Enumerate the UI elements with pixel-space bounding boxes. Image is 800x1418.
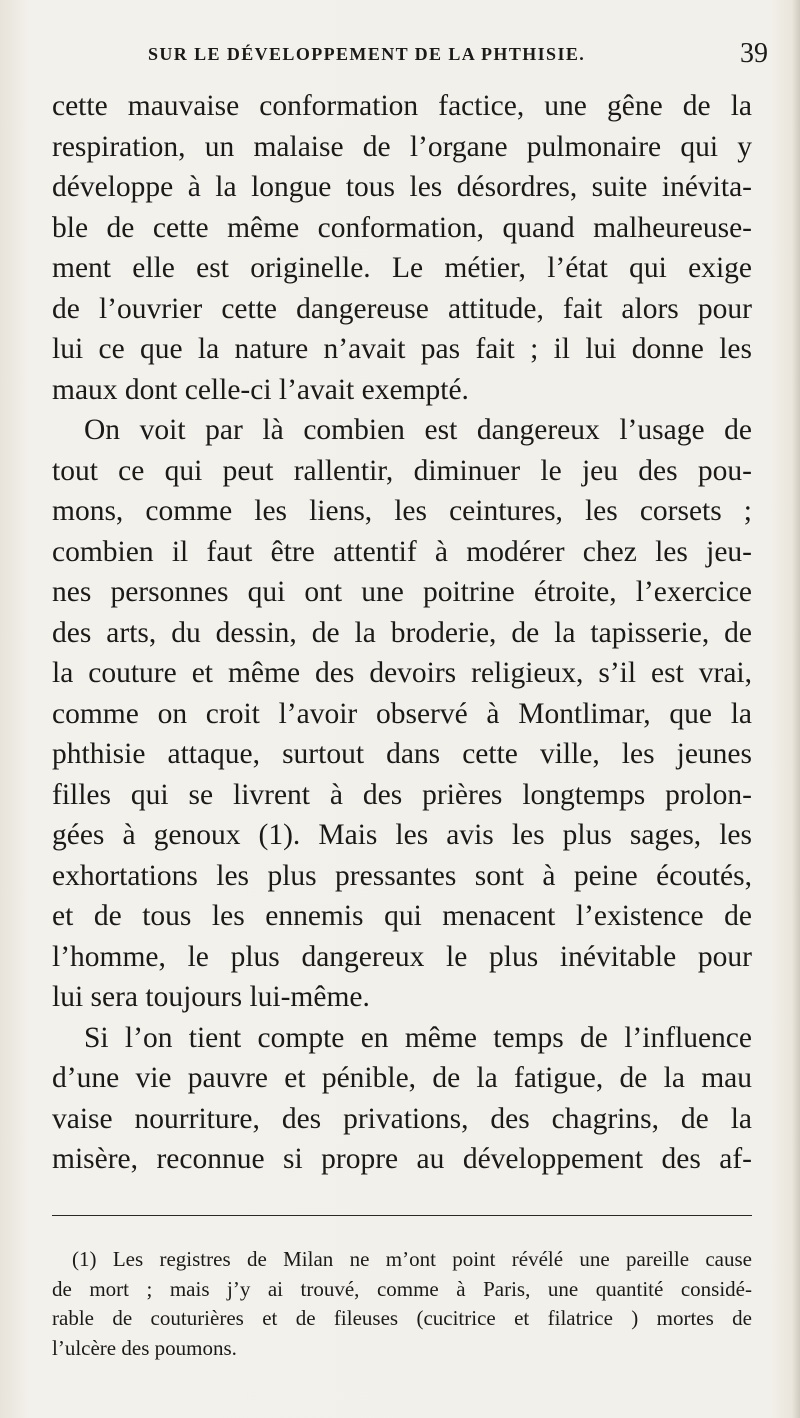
text-line: lui ce que la nature n’avait pas fait ; il lui donne les — [52, 333, 752, 365]
footnote-line: l’ulcère des poumons. — [52, 1335, 237, 1360]
text-line: ble de cette même conformation, quand malheureuse- — [52, 211, 752, 244]
text-line: cette mauvaise conformation factice, une gêne de la — [52, 90, 752, 122]
text-line: maux dont celle-ci l’avait exempté. — [52, 373, 469, 406]
text-line: tout ce qui peut rallentir, diminuer le jeu des pou- — [52, 454, 752, 487]
footnote-line: (1) Les registres de Milan ne m’ont point révélé une pareille cause — [72, 1247, 752, 1271]
text-line: gées à genoux (1). Mais les avis les plus sages, les — [52, 819, 752, 851]
footnote — [52, 1245, 752, 1363]
text-line: développe à la longue tous les désordres, suite inévita- — [52, 171, 752, 203]
text-line: exhortations les plus pressantes sont à peine écoutés, — [52, 859, 752, 892]
text-line: respiration, un malaise de l’organe pulmonaire qui y — [52, 130, 752, 163]
text-line: phthisie attaque, surtout dans cette ville, les jeunes — [52, 738, 752, 770]
text-line: ment elle est originelle. Le métier, l’état qui exige — [52, 252, 752, 284]
running-title: SUR LE DÉVELOPPEMENT DE LA PHTHISIE. — [148, 44, 586, 64]
body-text — [52, 86, 752, 1180]
text-line: misère, reconnue si propre au développement des af- — [52, 1143, 752, 1175]
text-line: On voit par là combien est dangereux l’usage de — [84, 414, 752, 446]
text-line: la couture et même des devoirs religieux, s’il est vrai, — [52, 657, 752, 689]
text-line: nes personnes qui ont une poitrine étroite, l’exercice — [52, 576, 752, 608]
text-line: vaise nourriture, des privations, des chagrins, de la — [52, 1102, 752, 1135]
text-line: de l’ouvrier cette dangereuse attitude, fait alors pour — [52, 292, 752, 325]
text-line: mons, comme les liens, les ceintures, les corsets ; — [52, 495, 752, 527]
footnote-line: de mort ; mais j’y ai trouvé, comme à Paris, une quantité considé- — [52, 1276, 752, 1301]
page-number: 39 — [740, 38, 768, 69]
page-edge-shadow — [792, 0, 800, 1418]
text-line: combien il faut être attentif à modérer chez les jeu- — [52, 535, 752, 568]
text-line: lui sera toujours lui-même. — [52, 981, 370, 1013]
footnote-rule — [52, 1215, 752, 1216]
text-line: Si l’on tient compte en même temps de l’influence — [84, 1021, 752, 1054]
text-line: l’homme, le plus dangereux le plus inévitable pour — [52, 940, 752, 973]
text-line: et de tous les ennemis qui menacent l’existence de — [52, 900, 752, 932]
footnote-line: rable de couturières et de fileuses (cucitrice et filatrice ) mortes de — [52, 1306, 752, 1330]
text-line: des arts, du dessin, de la broderie, de la tapisserie, de — [52, 616, 752, 649]
text-line: filles qui se livrent à des prières longtemps prolon- — [52, 778, 752, 811]
page-header — [138, 38, 768, 78]
text-line: d’une vie pauvre et pénible, de la fatigue, de la mau — [52, 1062, 752, 1094]
text-line: comme on croit l’avoir observé à Montlimar, que la — [52, 697, 752, 730]
